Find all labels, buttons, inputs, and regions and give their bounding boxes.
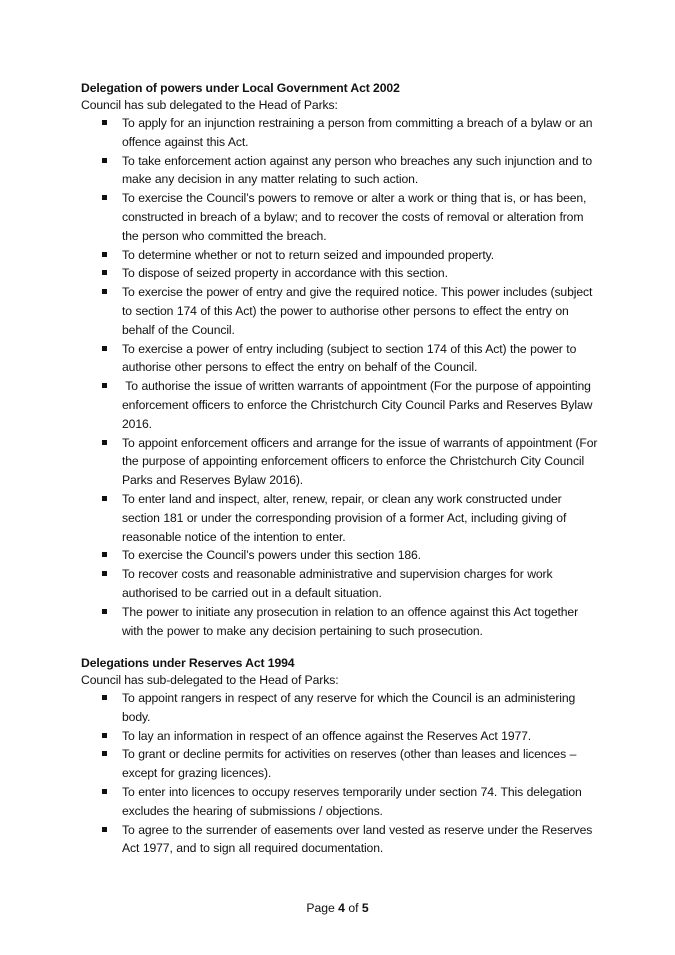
bullet-square-icon bbox=[102, 289, 107, 294]
bullet-square-icon bbox=[102, 346, 107, 351]
bullet-square-icon bbox=[102, 496, 107, 501]
page-footer bbox=[0, 900, 675, 917]
bullet-square-icon bbox=[102, 552, 107, 557]
list-item bbox=[81, 689, 601, 727]
list-item-text: To exercise the power of entry and give the required notice. This power includes (subject to section 174 of this Act) the power to authorise other persons to effect the entry on behalf of the Council. bbox=[122, 285, 593, 337]
current-page-number: 4 bbox=[338, 901, 345, 915]
list-item-text: To take enforcement action against any person who breaches any such injunction and to make any decision in any matter relating to such action. bbox=[122, 153, 592, 187]
of-word: of bbox=[348, 901, 359, 915]
list-item-text: To exercise a power of entry including (subject to section 174 of this Act) the power to authorise other persons to effect the entry on behalf of the Council. bbox=[122, 341, 577, 375]
total-pages-number: 5 bbox=[361, 901, 369, 915]
bullet-square-icon bbox=[102, 120, 107, 125]
list-item bbox=[81, 783, 601, 821]
section-reserves-act bbox=[81, 655, 601, 858]
list-item bbox=[81, 114, 601, 152]
page-word: Page bbox=[306, 901, 335, 915]
section-heading: Delegation of powers under Local Government Act 2002 bbox=[81, 81, 400, 95]
list-item-text: To enter into licences to occupy reserves temporarily under section 74. This delegation excludes the hearing of submissions / objections. bbox=[122, 784, 582, 818]
list-item bbox=[81, 745, 601, 783]
bullet-square-icon bbox=[102, 158, 107, 163]
list-item-text: To exercise the Council’s powers under this section 186. bbox=[122, 548, 421, 563]
section-intro: Council has sub delegated to the Head of Parks: bbox=[81, 98, 338, 112]
list-item bbox=[81, 490, 601, 546]
list-item-text: To dispose of seized property in accordance with this section. bbox=[122, 266, 448, 281]
section-intro: Council has sub-delegated to the Head of Parks: bbox=[81, 673, 339, 687]
list-item bbox=[81, 727, 601, 746]
list-item bbox=[81, 603, 601, 641]
bullet-square-icon bbox=[102, 751, 107, 756]
list-item bbox=[81, 264, 601, 283]
list-item bbox=[81, 152, 601, 190]
list-item-text: To appoint rangers in respect of any reserve for which the Council is an administering body. bbox=[122, 691, 576, 724]
list-item bbox=[81, 821, 601, 859]
list-item-text: To exercise the Council’s powers to remove or alter a work or thing that is, or has been, constructed in breach of a bylaw; and to recover the costs of removal or alteration from the person who committed the breach. bbox=[122, 191, 587, 243]
section-local-government-act bbox=[81, 80, 601, 640]
list-item-text: To agree to the surrender of easements over land vested as reserve under the Reserves Act 1977, and to sign all required documentation. bbox=[122, 822, 593, 856]
bullet-square-icon bbox=[102, 383, 107, 388]
list-item bbox=[81, 340, 601, 378]
list-item-text: To authorise the issue of written warrants of appointment (For the purpose of appointing enforcement officers to enforce the Christchurch City Council Parks and Reserves Bylaw 2016. bbox=[122, 379, 596, 431]
bullet-square-icon bbox=[102, 733, 107, 738]
bullet-square-icon bbox=[102, 270, 107, 275]
list-item-text: To grant or decline permits for activities on reserves (other than leases and licences – except for grazing licences). bbox=[122, 747, 577, 781]
section-heading: Delegations under Reserves Act 1994 bbox=[81, 656, 295, 670]
bullet-square-icon bbox=[102, 609, 107, 614]
list-item-text: The power to initiate any prosecution in relation to an offence against this Act together with the power to make any decision pertaining to such prosecution. bbox=[122, 604, 579, 638]
list-item-text: To appoint enforcement officers and arrange for the issue of warrants of appointment (For the purpose of appointing enforcement officers to enforce the Christchurch City Council Parks and Reserves Bylaw 2016). bbox=[122, 435, 598, 488]
list-item-text: To enter land and inspect, alter, renew, repair, or clean any work constructed under section 181 or under the corresponding provision of a former Act, including giving of reasonable notice of the intention to enter. bbox=[122, 491, 567, 544]
delegation-list bbox=[81, 689, 601, 858]
list-item bbox=[81, 546, 601, 565]
delegation-list bbox=[81, 114, 601, 640]
bullet-square-icon bbox=[102, 571, 107, 576]
list-item-text: To apply for an injunction restraining a person from committing a breach of a bylaw or an offence against this Act. bbox=[122, 116, 593, 149]
list-item bbox=[81, 189, 601, 245]
bullet-square-icon bbox=[102, 440, 107, 445]
list-item bbox=[81, 377, 601, 433]
list-item-text: To lay an information in respect of an offence against the Reserves Act 1977. bbox=[122, 728, 532, 743]
bullet-square-icon bbox=[102, 789, 107, 794]
bullet-square-icon bbox=[102, 695, 107, 700]
bullet-square-icon bbox=[102, 827, 107, 832]
list-item bbox=[81, 434, 601, 490]
list-item-text: To recover costs and reasonable administrative and supervision charges for work authorised to be carried out in a default situation. bbox=[122, 567, 553, 600]
list-item bbox=[81, 565, 601, 603]
list-item bbox=[81, 246, 601, 265]
list-item-text: To determine whether or not to return seized and impounded property. bbox=[122, 247, 494, 262]
bullet-square-icon bbox=[102, 252, 107, 257]
list-item bbox=[81, 283, 601, 339]
bullet-square-icon bbox=[102, 195, 107, 200]
